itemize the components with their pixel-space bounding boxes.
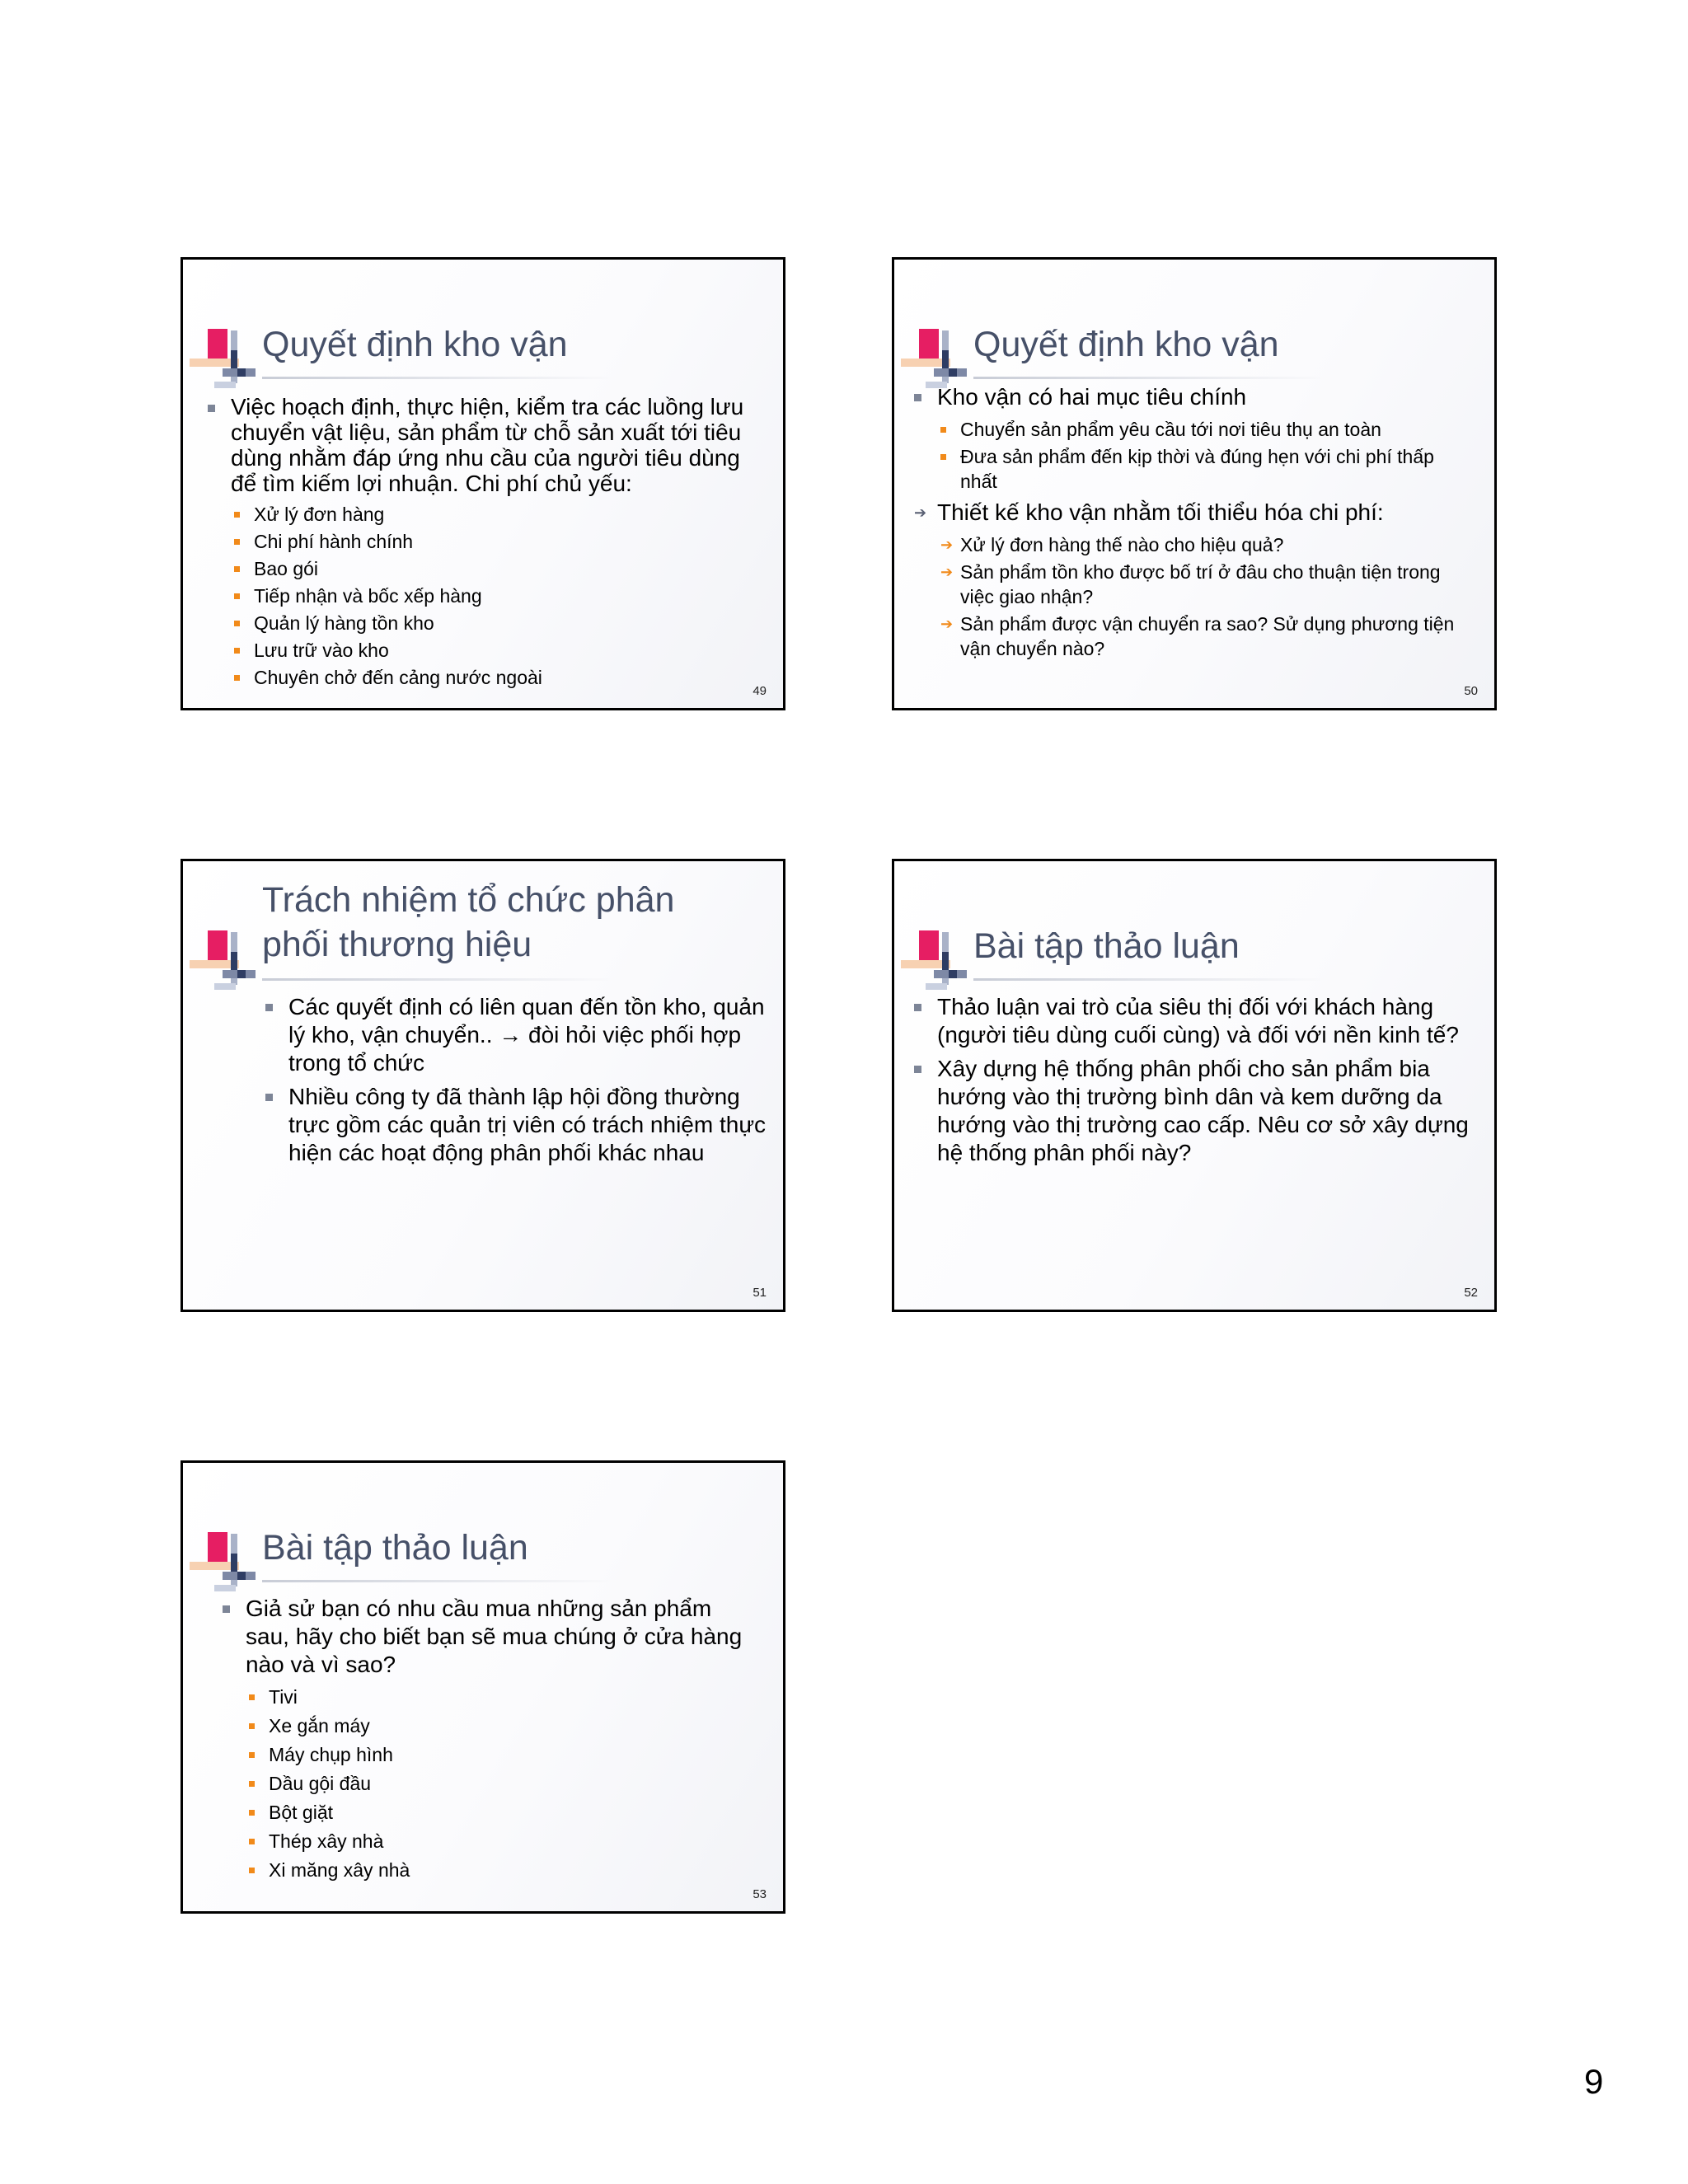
slide-body bbox=[208, 394, 755, 692]
orange-bullet-icon bbox=[234, 593, 240, 599]
sub-bullet-item bbox=[234, 665, 755, 690]
slide-52 bbox=[892, 859, 1497, 1312]
slide-title: Quyết định kho vận bbox=[262, 325, 568, 364]
sub-bullet-text: Xử lý đơn hàng thế nào cho hiệu quả? bbox=[960, 534, 1284, 555]
sub-bullet-text: Dầu gội đầu bbox=[269, 1773, 372, 1794]
sub-bullet-item bbox=[249, 1742, 758, 1767]
sub-bullet-item bbox=[234, 638, 755, 663]
sub-bullet-item bbox=[234, 502, 755, 527]
bullet-text: Nhiều công ty đã thành lập hội đồng thường trực gồm các quản trị viên có trách nhiệm thực hiện các hoạt động phân phối khác nhau bbox=[288, 1084, 767, 1165]
sub-bullet-item bbox=[234, 529, 755, 554]
slide-49 bbox=[181, 257, 785, 710]
slide-title: Bài tập thảo luận bbox=[262, 1528, 528, 1568]
slide-number: 50 bbox=[1464, 684, 1478, 698]
slide-title: Quyết định kho vận bbox=[973, 325, 1279, 364]
slide-53 bbox=[181, 1460, 785, 1914]
orange-bullet-icon bbox=[234, 539, 240, 545]
arrow-bullet-icon: ➔ bbox=[940, 537, 954, 553]
orange-bullet-icon bbox=[234, 512, 240, 518]
orange-bullet-icon bbox=[940, 427, 946, 433]
sub-bullet-text: Sản phẩm tồn kho được bố trí ở đâu cho thuận tiện trong việc giao nhận? bbox=[960, 561, 1441, 607]
sub-bullet-item bbox=[249, 1771, 758, 1796]
bullet-text: Xây dựng hệ thống phân phối cho sản phẩm bia hướng vào thị trường bình dân và kem dưỡng da hướng vào thị trường cao cấp. Nêu cơ sở xây dựng hệ thống phân phối này? bbox=[937, 1056, 1469, 1165]
sub-bullet-item bbox=[249, 1685, 758, 1709]
orange-bullet-icon bbox=[249, 1694, 255, 1700]
sub-bullet-text: Tiếp nhận và bốc xếp hàng bbox=[254, 585, 482, 607]
slide-body bbox=[265, 993, 768, 1173]
orange-bullet-icon bbox=[234, 621, 240, 626]
slide-decoration-icon bbox=[190, 930, 260, 998]
square-bullet-icon bbox=[265, 1094, 273, 1101]
title-underline bbox=[262, 978, 617, 981]
sub-bullet-text: Quản lý hàng tồn kho bbox=[254, 612, 434, 634]
sub-bullet-item bbox=[940, 560, 1475, 609]
slide-body bbox=[223, 1595, 758, 1886]
page-number: 9 bbox=[1584, 2062, 1604, 2101]
bullet-item bbox=[914, 993, 1483, 1049]
sub-bullet-text: Tivi bbox=[269, 1686, 298, 1708]
slide-body bbox=[914, 993, 1483, 1173]
bullet-text: Kho vận có hai mục tiêu chính bbox=[937, 384, 1247, 410]
sub-bullet-item bbox=[940, 444, 1475, 494]
square-bullet-icon bbox=[223, 1605, 230, 1613]
title-underline bbox=[973, 377, 1328, 379]
title-underline bbox=[262, 1580, 617, 1582]
orange-bullet-icon bbox=[249, 1752, 255, 1758]
slide-number: 53 bbox=[753, 1887, 767, 1901]
sub-bullet-text: Máy chụp hình bbox=[269, 1744, 393, 1765]
bullet-text: Các quyết định có liên quan đến tồn kho, quản lý kho, vận chuyển.. → đòi hỏi việc phối hợp trong tổ chức bbox=[288, 994, 765, 1076]
sub-bullet-item bbox=[940, 612, 1475, 661]
sub-bullet-text: Chi phí hành chính bbox=[254, 531, 414, 552]
sub-bullet-item bbox=[249, 1829, 758, 1854]
slide-51 bbox=[181, 859, 785, 1312]
sub-bullet-item bbox=[249, 1800, 758, 1825]
arrow-bullet-icon: ➔ bbox=[940, 564, 954, 580]
orange-bullet-icon bbox=[234, 648, 240, 654]
slide-number: 52 bbox=[1464, 1286, 1478, 1300]
sub-bullet-item bbox=[234, 583, 755, 608]
bullet-text: Thảo luận vai trò của siêu thị đối với khách hàng (người tiêu dùng cuối cùng) và đối với nền kinh tế? bbox=[937, 994, 1459, 1047]
square-bullet-icon bbox=[914, 1066, 921, 1073]
slide-title: Bài tập thảo luận bbox=[973, 926, 1240, 966]
sub-bullet-text: Xe gắn máy bbox=[269, 1715, 370, 1736]
sub-bullet-item bbox=[234, 556, 755, 581]
square-bullet-icon bbox=[914, 394, 921, 401]
square-bullet-icon bbox=[914, 1004, 921, 1011]
orange-bullet-icon bbox=[234, 566, 240, 572]
sub-bullet-text: Thép xây nhà bbox=[269, 1830, 384, 1852]
orange-bullet-icon bbox=[249, 1810, 255, 1816]
slide-decoration-icon bbox=[901, 930, 972, 998]
slide-title: Trách nhiệm tổ chức phân phối thương hiệu bbox=[262, 880, 675, 964]
bullet-text: Thiết kế kho vận nhằm tối thiểu hóa chi phí: bbox=[937, 499, 1384, 525]
arrow-bullet-icon: ➔ bbox=[914, 504, 927, 521]
slide-50 bbox=[892, 257, 1497, 710]
sub-bullet-item bbox=[249, 1713, 758, 1738]
sub-bullet-item bbox=[249, 1858, 758, 1882]
bullet-item bbox=[265, 993, 768, 1077]
slide-decoration-icon bbox=[190, 1532, 260, 1600]
sub-bullet-text: Đưa sản phẩm đến kịp thời và đúng hẹn với chi phí thấp nhất bbox=[960, 446, 1434, 492]
slide-body bbox=[914, 383, 1475, 663]
sub-bullet-text: Bao gói bbox=[254, 558, 319, 579]
slide-number: 49 bbox=[753, 684, 767, 698]
square-bullet-icon bbox=[208, 405, 215, 412]
sub-bullet-text: Chuyển sản phẩm yêu cầu tới nơi tiêu thụ an toàn bbox=[960, 419, 1381, 440]
orange-bullet-icon bbox=[249, 1781, 255, 1787]
slide-number: 51 bbox=[753, 1286, 767, 1300]
orange-bullet-icon bbox=[249, 1839, 255, 1844]
bullet-item bbox=[914, 499, 1475, 527]
slide-decoration-icon bbox=[190, 329, 260, 396]
square-bullet-icon bbox=[265, 1004, 273, 1011]
bullet-item bbox=[265, 1083, 768, 1167]
orange-bullet-icon bbox=[249, 1723, 255, 1729]
title-underline bbox=[973, 978, 1328, 981]
sub-bullet-item bbox=[940, 417, 1475, 442]
orange-bullet-icon bbox=[940, 454, 946, 460]
sub-bullet-text: Bột giặt bbox=[269, 1802, 333, 1823]
arrow-bullet-icon: ➔ bbox=[940, 616, 954, 632]
orange-bullet-icon bbox=[234, 675, 240, 681]
bullet-text: Việc hoạch định, thực hiện, kiểm tra các luồng lưu chuyển vật liệu, sản phẩm từ chỗ sản xuất tới tiêu dùng nhằm đáp ứng nhu cầu của người tiêu dùng để tìm kiếm lợi nhuận. Chi phí chủ yếu: bbox=[231, 394, 744, 496]
sub-bullet-text: Sản phẩm được vận chuyển ra sao? Sử dụng phương tiện vận chuyển nào? bbox=[960, 613, 1455, 659]
bullet-item bbox=[223, 1595, 758, 1679]
sub-bullet-text: Lưu trữ vào kho bbox=[254, 640, 389, 661]
sub-bullet-text: Xử lý đơn hàng bbox=[254, 504, 385, 525]
bullet-item bbox=[208, 394, 755, 496]
sub-bullet-item bbox=[940, 532, 1475, 557]
sub-bullet-item bbox=[234, 611, 755, 635]
sub-bullet-text: Chuyên chở đến cảng nước ngoài bbox=[254, 667, 542, 688]
bullet-item bbox=[914, 383, 1475, 411]
sub-bullet-text: Xi măng xây nhà bbox=[269, 1859, 410, 1881]
orange-bullet-icon bbox=[249, 1868, 255, 1873]
title-underline bbox=[262, 377, 617, 379]
bullet-text: Giả sử bạn có nhu cầu mua những sản phẩm sau, hãy cho biết bạn sẽ mua chúng ở cửa hàng nào và vì sao? bbox=[246, 1596, 743, 1677]
bullet-item bbox=[914, 1055, 1483, 1167]
